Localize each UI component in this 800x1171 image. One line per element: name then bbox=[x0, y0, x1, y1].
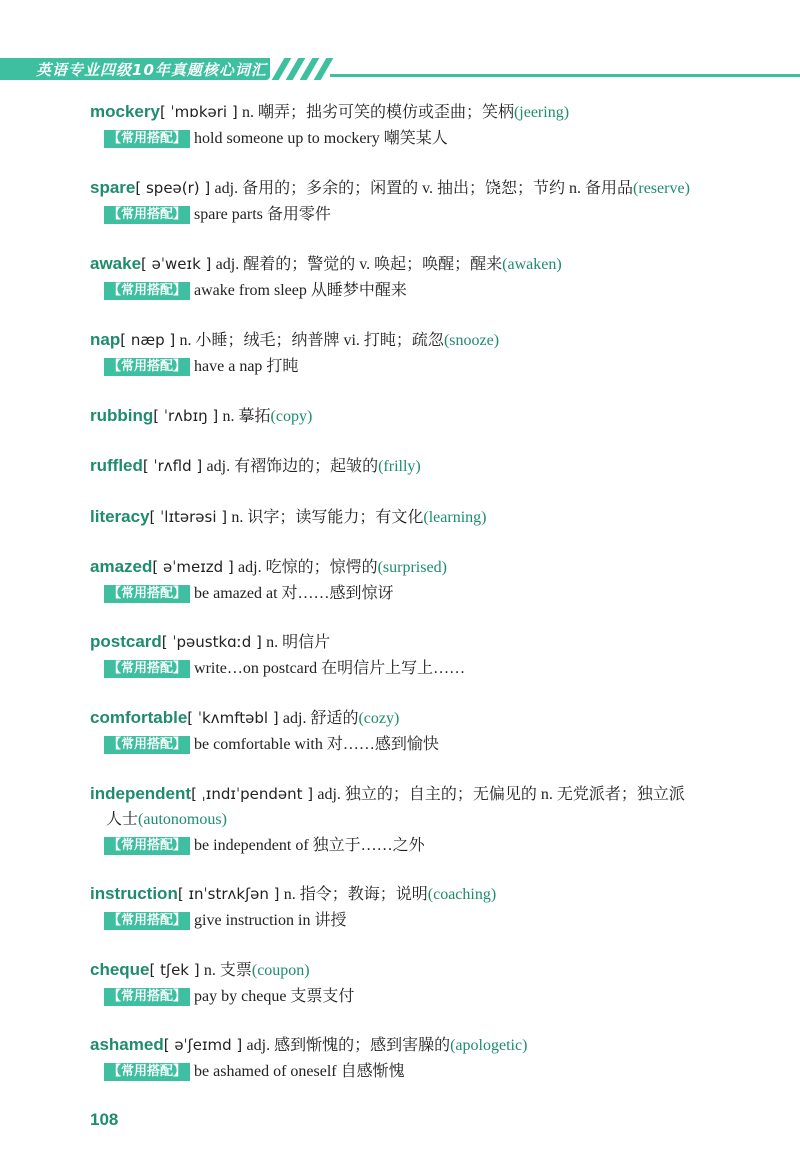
definition: adj. 感到惭愧的；感到害臊的 bbox=[246, 1037, 451, 1054]
collocation: be ashamed of oneself 自感惭愧 bbox=[194, 1063, 405, 1080]
definition: n. 识字；读写能力；有文化 bbox=[231, 509, 424, 526]
vocab-entry bbox=[90, 958, 750, 1009]
synonym: (jeering) bbox=[513, 104, 570, 121]
synonym: (apologetic) bbox=[450, 1037, 528, 1054]
synonym: (coupon) bbox=[251, 962, 310, 979]
collocation-tag: 【常用搭配】 bbox=[104, 837, 190, 855]
collocation: be independent of 独立于……之外 bbox=[194, 837, 425, 854]
collocation-tag: 【常用搭配】 bbox=[104, 1063, 190, 1081]
collocation-tag: 【常用搭配】 bbox=[104, 358, 190, 376]
vocab-entry bbox=[90, 176, 750, 227]
vocab-entry bbox=[90, 252, 750, 303]
page-number: 108 bbox=[90, 1110, 119, 1129]
pronunciation: [ ɪnˈstrʌkʃən ] bbox=[177, 885, 280, 903]
synonym: (learning) bbox=[423, 509, 487, 526]
header-stripes bbox=[272, 58, 332, 80]
definition: n. 嘲弄；拙劣可笑的模仿或歪曲；笑柄 bbox=[241, 104, 514, 121]
headword: instruction bbox=[90, 884, 178, 903]
headword: ruffled bbox=[90, 456, 143, 475]
headword: postcard bbox=[90, 632, 162, 651]
pronunciation: [ næp ] bbox=[120, 331, 176, 349]
collocation: write…on postcard 在明信片上写上…… bbox=[194, 660, 466, 677]
collocation: give instruction in 讲授 bbox=[194, 912, 347, 929]
synonym: (autonomous) bbox=[138, 811, 227, 828]
vocab-entry bbox=[90, 100, 750, 151]
collocation-tag: 【常用搭配】 bbox=[104, 130, 190, 148]
pronunciation: [ ˈkʌmftəbl ] bbox=[187, 709, 279, 727]
vocab-entry bbox=[90, 882, 750, 933]
collocation: be comfortable with 对……感到愉快 bbox=[194, 736, 439, 753]
synonym: (copy) bbox=[270, 408, 313, 425]
vocab-entry bbox=[90, 630, 750, 681]
vocab-entry bbox=[90, 404, 750, 429]
collocation: pay by cheque 支票支付 bbox=[194, 988, 355, 1005]
vocab-entry bbox=[90, 1033, 750, 1084]
headword: literacy bbox=[90, 507, 150, 526]
pronunciation: [ ˈpəustkɑːd ] bbox=[161, 633, 262, 651]
header-rule bbox=[330, 74, 800, 77]
collocation: hold someone up to mockery 嘲笑某人 bbox=[194, 130, 448, 147]
headword: independent bbox=[90, 784, 192, 803]
synonym: (coaching) bbox=[427, 886, 497, 903]
definition: adj. 独立的；自主的；无偏见的 n. 无党派者；独立派 bbox=[317, 786, 685, 803]
collocation: awake from sleep 从睡梦中醒来 bbox=[194, 282, 407, 299]
definition-continued: 人士 bbox=[106, 811, 139, 828]
vocab-entry bbox=[90, 454, 750, 479]
collocation-tag: 【常用搭配】 bbox=[104, 282, 190, 300]
collocation-tag: 【常用搭配】 bbox=[104, 988, 190, 1006]
pronunciation: [ əˈweɪk ] bbox=[141, 255, 212, 273]
definition: adj. 吃惊的；惊愕的 bbox=[238, 559, 378, 576]
synonym: (surprised) bbox=[377, 559, 447, 576]
header-title: 英语专业四级10年真题核心词汇 bbox=[36, 61, 267, 79]
synonym: (frilly) bbox=[378, 458, 421, 475]
headword: nap bbox=[90, 330, 121, 349]
pronunciation: [ ˈrʌbɪŋ ] bbox=[153, 407, 219, 425]
collocation-tag: 【常用搭配】 bbox=[104, 660, 190, 678]
headword: awake bbox=[90, 254, 142, 273]
vocab-entry bbox=[90, 328, 750, 379]
collocation-tag: 【常用搭配】 bbox=[104, 736, 190, 754]
headword: rubbing bbox=[90, 406, 154, 425]
headword: comfortable bbox=[90, 708, 188, 727]
collocation: spare parts 备用零件 bbox=[194, 206, 331, 223]
pronunciation: [ ˈmɒkəri ] bbox=[159, 103, 238, 121]
vocab-entry bbox=[90, 505, 750, 530]
definition: adj. 舒适的 bbox=[282, 710, 359, 727]
pronunciation: [ speə(r) ] bbox=[135, 179, 211, 197]
vocab-entry bbox=[90, 706, 750, 757]
synonym: (cozy) bbox=[358, 710, 400, 727]
collocation: be amazed at 对……感到惊讶 bbox=[194, 585, 394, 602]
definition: n. 指令；教诲；说明 bbox=[283, 886, 428, 903]
pronunciation: [ ˈlɪtərəsi ] bbox=[149, 508, 228, 526]
headword: ashamed bbox=[90, 1035, 164, 1054]
pronunciation: [ ˈrʌfld ] bbox=[142, 457, 203, 475]
synonym: (snooze) bbox=[443, 332, 500, 349]
definition: n. 明信片 bbox=[266, 634, 331, 651]
pronunciation: [ tʃek ] bbox=[149, 961, 200, 979]
definition: n. 支票 bbox=[203, 962, 252, 979]
pronunciation: [ ˌɪndɪˈpendənt ] bbox=[191, 785, 314, 803]
pronunciation: [ əˈʃeɪmd ] bbox=[163, 1036, 243, 1054]
definition: adj. 备用的；多余的；闲置的 v. 抽出；饶恕；节约 n. 备用品 bbox=[214, 180, 634, 197]
definition: n. 小睡；绒毛；纳普牌 vi. 打盹；疏忽 bbox=[179, 332, 444, 349]
page-header bbox=[0, 58, 800, 80]
synonym: (reserve) bbox=[633, 180, 690, 197]
vocab-entry bbox=[90, 782, 750, 858]
vocab-entry bbox=[90, 555, 750, 606]
definition: adj. 有褶饰边的；起皱的 bbox=[206, 458, 379, 475]
collocation-tag: 【常用搭配】 bbox=[104, 206, 190, 224]
definition: n. 摹拓 bbox=[222, 408, 271, 425]
collocation-tag: 【常用搭配】 bbox=[104, 585, 190, 603]
headword: cheque bbox=[90, 960, 150, 979]
synonym: (awaken) bbox=[502, 256, 562, 273]
headword: amazed bbox=[90, 557, 153, 576]
definition: adj. 醒着的；警觉的 v. 唤起；唤醒；醒来 bbox=[215, 256, 503, 273]
collocation: have a nap 打盹 bbox=[194, 358, 299, 375]
headword: mockery bbox=[90, 102, 160, 121]
headword: spare bbox=[90, 178, 136, 197]
pronunciation: [ əˈmeɪzd ] bbox=[152, 558, 234, 576]
collocation-tag: 【常用搭配】 bbox=[104, 912, 190, 930]
